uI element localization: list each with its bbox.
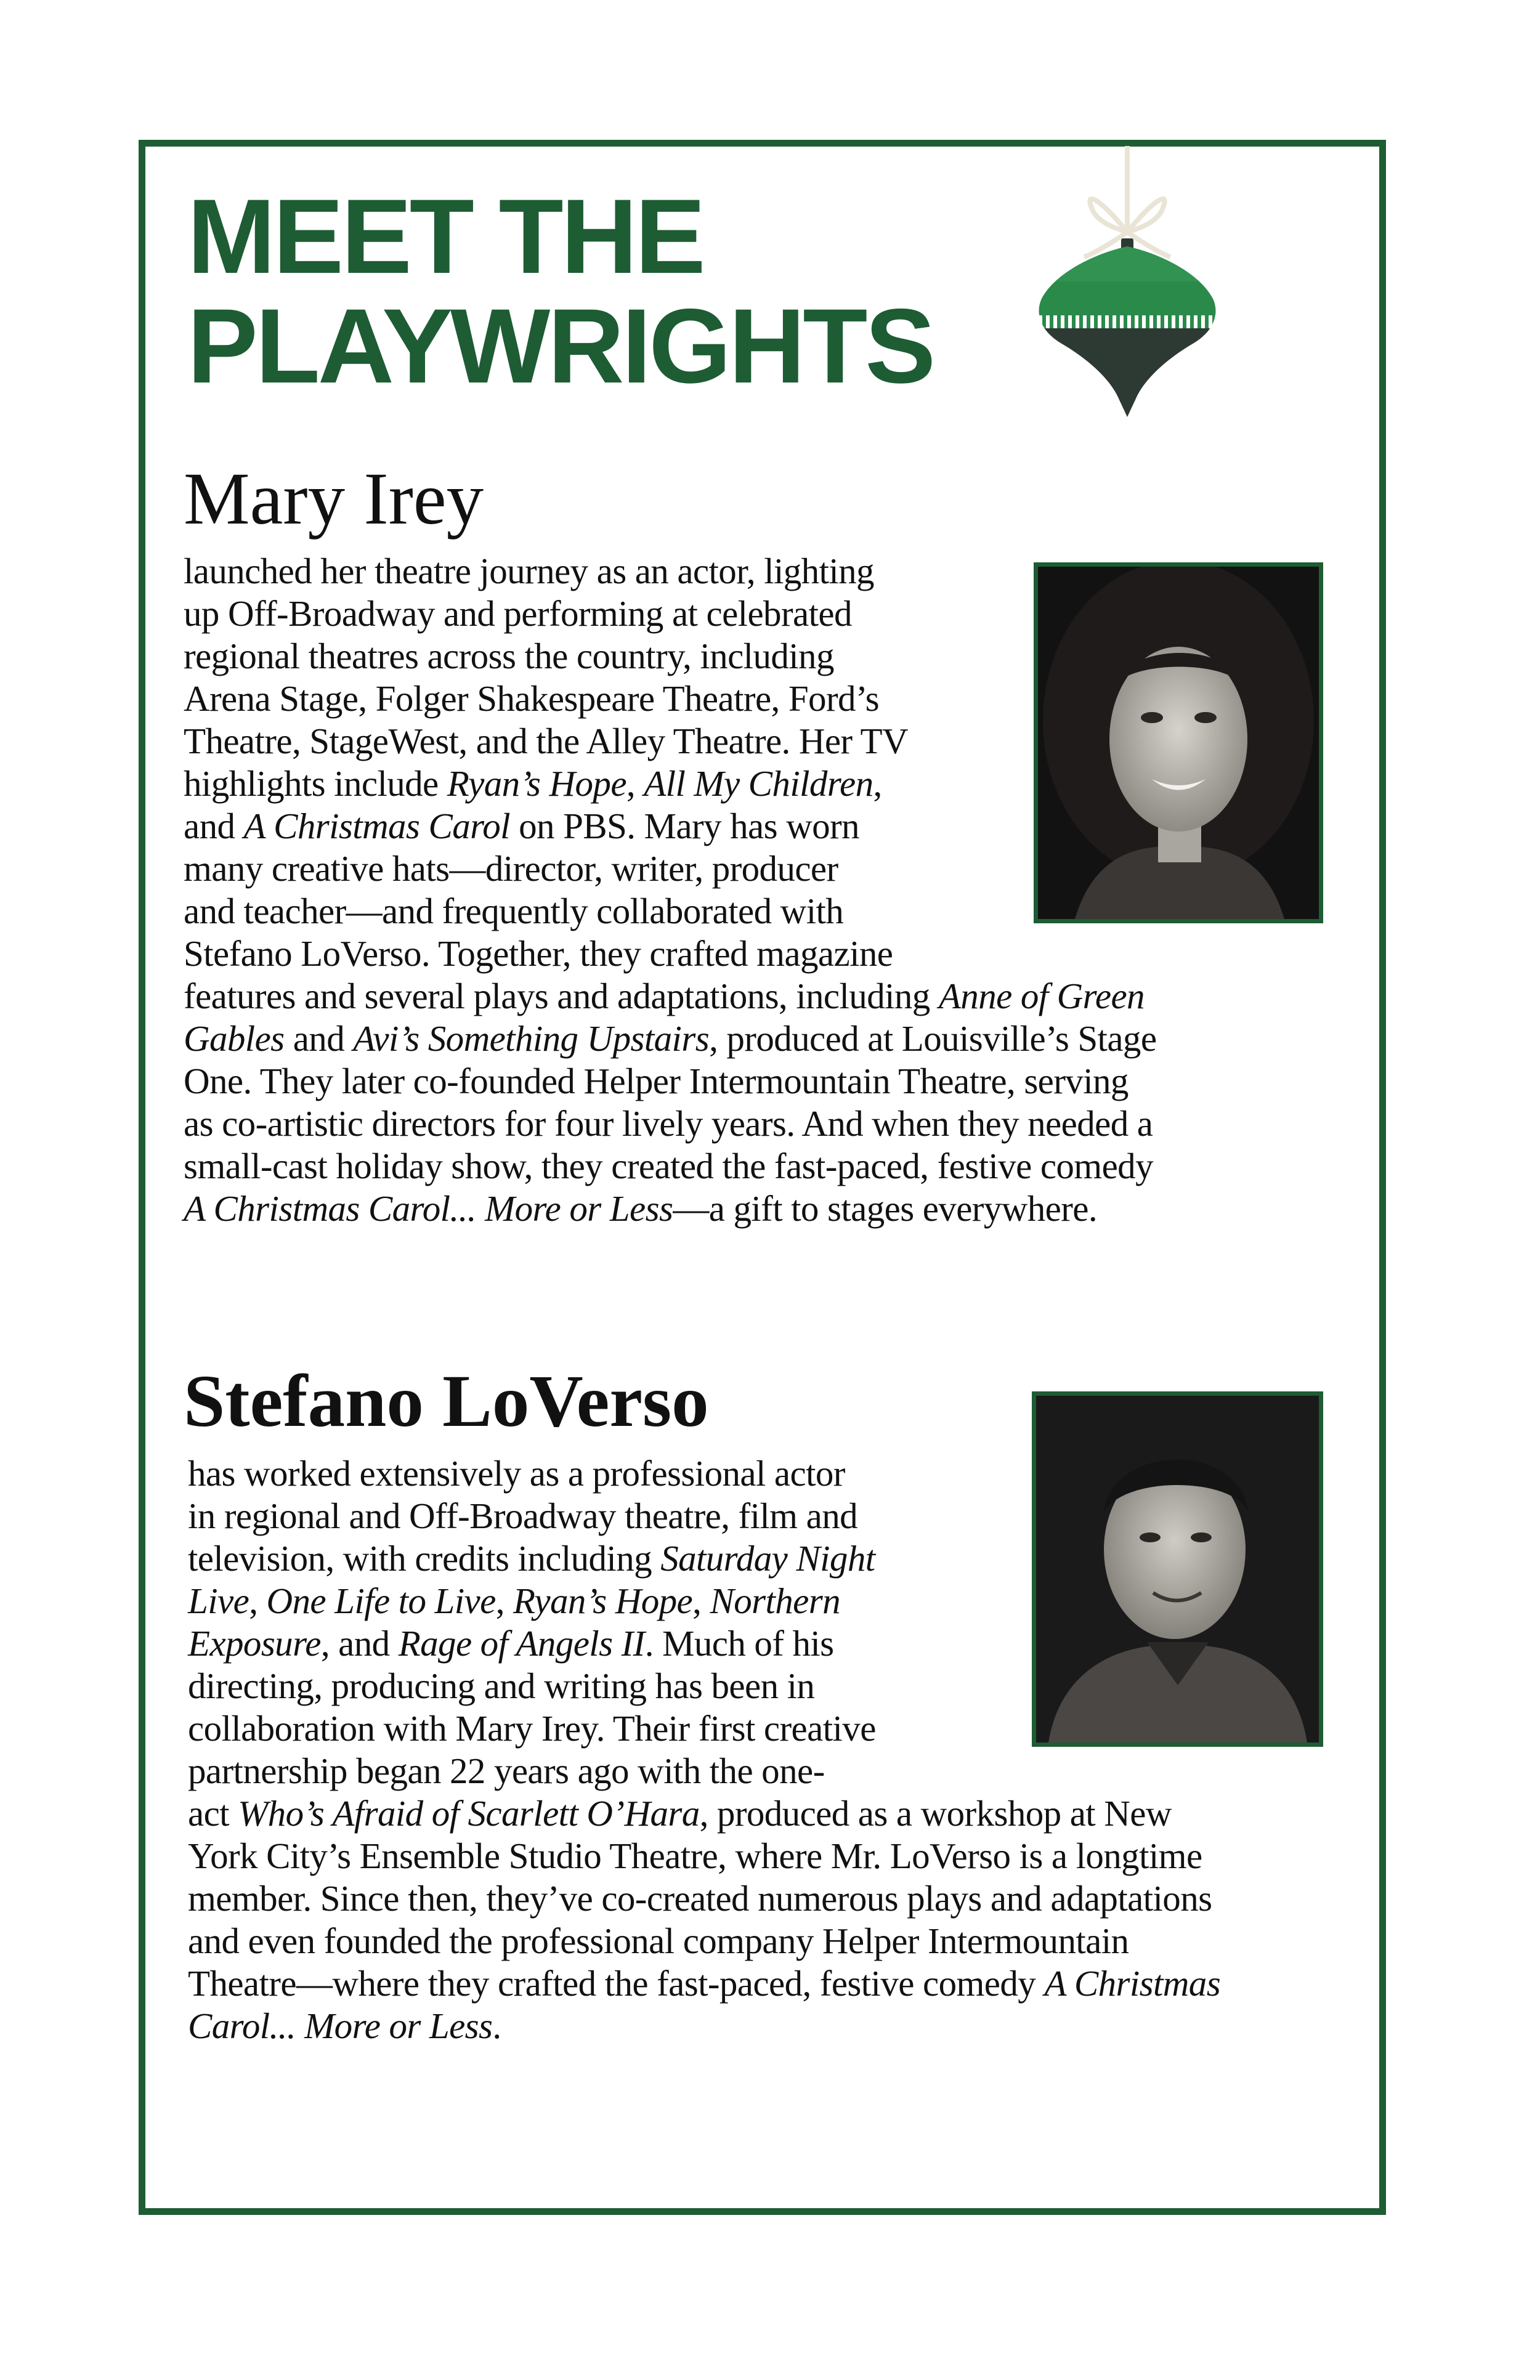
bio-line: [184, 720, 1156, 763]
title-italic: Saturday Night: [660, 1538, 875, 1579]
bio-text: Stefano LoVerso. Together, they crafted magazine: [184, 933, 893, 974]
bio-text: up Off-Broadway and performing at celebrated: [184, 593, 852, 634]
bio-text: —a gift to stages everywhere.: [673, 1188, 1098, 1229]
bio-text: and: [284, 1018, 354, 1059]
bio-line: [188, 1835, 1220, 1877]
ornament-bow-right: [1127, 199, 1165, 232]
bio-text: and even founded the professional company Helper Intermountain: [188, 1921, 1129, 1961]
bio-text: , produced as a workshop at New: [699, 1793, 1172, 1834]
bio-line: [184, 1060, 1156, 1103]
bio-text: many creative hats—director, writer, producer: [184, 848, 838, 889]
ornament-bow-left: [1090, 199, 1127, 232]
bio-line: [184, 635, 1156, 678]
title-italic: Avi’s Something Upstairs: [353, 1018, 710, 1059]
bio-text: ,: [495, 1581, 514, 1621]
title-italic: A Christmas Carol... More or Less: [184, 1188, 673, 1229]
bio-text: , produced at Louisville’s Stage: [709, 1018, 1157, 1059]
bio-text: , and: [320, 1623, 399, 1664]
bio-line: [184, 763, 1156, 805]
bio-text: ,: [692, 1581, 710, 1621]
title-italic: Carol... More or Less: [188, 2006, 493, 2046]
bio-line: [184, 550, 1156, 593]
bio-text: regional theatres across the country, including: [184, 636, 834, 676]
bio-text: on PBS. Mary has worn: [509, 806, 859, 846]
bio-text: York City’s Ensemble Studio Theatre, where Mr. LoVerso is a longtime: [188, 1836, 1202, 1876]
bio-text: Theatre, StageWest, and the Alley Theatre. Her TV: [184, 721, 909, 761]
bio-text: ,: [873, 763, 882, 804]
bio-text: partnership began 22 years ago with the one-: [188, 1751, 825, 1791]
bio-text: member. Since then, they’ve co-created numerous plays and adaptations: [188, 1878, 1212, 1919]
bio-text: as co-artistic directors for four lively years. And when they needed a: [184, 1103, 1153, 1144]
bio-text: . Much of his: [644, 1623, 834, 1664]
page-title-line-1: MEET THE: [187, 177, 703, 296]
bio-line: [188, 1920, 1220, 1962]
mary-irey-portrait: [1034, 562, 1323, 923]
christmas-ornament-icon: [1035, 146, 1220, 476]
title-italic: Ryan’s Hope: [513, 1581, 693, 1621]
page-title-line-2: PLAYWRIGHTS: [187, 287, 934, 405]
bio-text: and teacher—and frequently collaborated with: [184, 891, 844, 931]
playwright-name-mary-irey: Mary Irey: [184, 458, 484, 540]
title-italic: Anne of Green: [938, 976, 1145, 1016]
bio-text: launched her theatre journey as an actor, lighting: [184, 551, 874, 591]
bio-line: [184, 933, 1156, 975]
bio-text: features and several plays and adaptations, including: [184, 976, 939, 1016]
bio-line: [184, 1103, 1156, 1145]
title-italic: A Christmas: [1044, 1963, 1221, 2004]
title-italic: One Life to Live: [266, 1581, 496, 1621]
bio-text: ,: [249, 1581, 267, 1621]
bio-text: highlights include: [184, 763, 447, 804]
bio-text: One. They later co-founded Helper Intermountain Theatre, serving: [184, 1061, 1129, 1101]
bio-line: [184, 1018, 1156, 1060]
bio-line: [188, 1877, 1220, 1920]
bio-text: in regional and Off-Broadway theatre, film and: [188, 1496, 858, 1536]
title-italic: Rage of Angels II: [398, 1623, 645, 1664]
bio-line: [188, 1750, 1220, 1792]
bio-text: has worked extensively as a professional actor: [188, 1453, 845, 1494]
playwright-bio-mary-irey: [184, 550, 1156, 1230]
stefano-loverso-portrait: [1032, 1391, 1323, 1747]
bio-line: [188, 1792, 1220, 1835]
title-italic: All My Children: [644, 763, 873, 804]
bio-text: small-cast holiday show, they created the fast-paced, festive comedy: [184, 1146, 1153, 1186]
title-italic: Ryan’s Hope: [447, 763, 626, 804]
bio-line: [184, 593, 1156, 635]
bio-line: [184, 678, 1156, 720]
bio-line: [188, 1962, 1220, 2005]
title-italic: Who’s Afraid of Scarlett O’Hara: [238, 1793, 700, 1834]
bio-line: [184, 805, 1156, 848]
title-italic: Live: [188, 1581, 249, 1621]
bio-text: Theatre—where they crafted the fast-paced, festive comedy: [188, 1963, 1045, 2004]
title-italic: Northern: [710, 1581, 840, 1621]
bio-line: [184, 1145, 1156, 1188]
bio-text: ,: [626, 763, 644, 804]
title-italic: A Christmas Carol: [243, 806, 510, 846]
bio-line: [184, 848, 1156, 890]
bio-text: Arena Stage, Folger Shakespeare Theatre, Ford’s: [184, 678, 880, 719]
page-title: [187, 177, 934, 405]
bio-text: television, with credits including: [188, 1538, 661, 1579]
bio-text: directing, producing and writing has been in: [188, 1666, 815, 1706]
bio-text: act: [188, 1793, 238, 1834]
bio-line: [184, 975, 1156, 1018]
bio-text: .: [492, 2006, 501, 2046]
bio-text: and: [184, 806, 244, 846]
title-italic: Gables: [184, 1018, 285, 1059]
bio-line: [188, 2005, 1220, 2047]
bio-text: collaboration with Mary Irey. Their first creative: [188, 1708, 876, 1749]
playwright-name-stefano-loverso: Stefano LoVerso: [184, 1360, 709, 1443]
bio-line: [184, 890, 1156, 933]
bio-line: [184, 1188, 1156, 1230]
title-italic: Exposure: [188, 1623, 321, 1664]
